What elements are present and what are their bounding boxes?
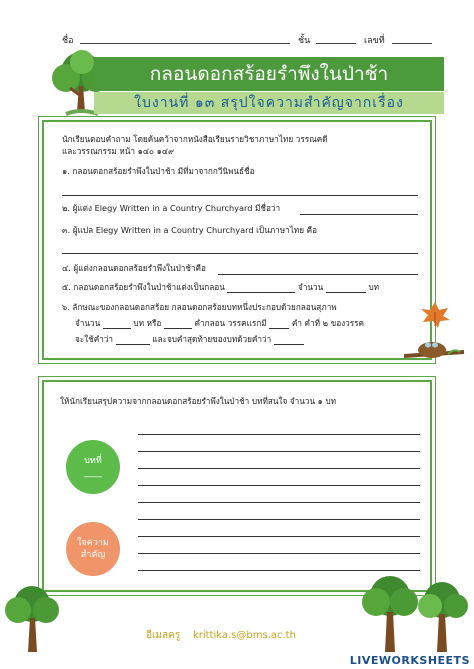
answer-6-d[interactable] [116, 337, 150, 345]
tree-left-icon [2, 582, 64, 654]
question-6-row2 [75, 318, 364, 329]
question-1: ๑. กลอนดอกสร้อยรำพึงในป่าช้า มีที่มาจากกวีนิพนธ์ชื่อ [62, 166, 255, 176]
bird-nest-icon [404, 336, 466, 366]
footer-author: อีเมลครู [146, 630, 181, 641]
q6-or-label: บท หรือ [133, 318, 162, 328]
answer-6-a[interactable] [103, 321, 131, 329]
leaf-icon [418, 300, 452, 330]
q6-first-line-label: คำกลอน วรรคแรกมี [194, 318, 267, 328]
brand-logo: LIVEWORKSHEETS [349, 654, 470, 667]
class-field[interactable] [316, 43, 356, 44]
answer-line-4[interactable] [218, 274, 418, 275]
name-field[interactable] [80, 43, 290, 44]
answer-6-b[interactable] [164, 321, 192, 329]
answer-line-2[interactable] [300, 214, 418, 215]
stanza-circle [66, 440, 120, 494]
summary-line-5[interactable] [138, 502, 420, 503]
q6-use-word-label: จะใช้คำว่า [75, 334, 114, 344]
q6-end-word-label: และจบคำสุดท้ายของบทด้วยคำว่า [152, 334, 272, 344]
summary-line-4[interactable] [138, 485, 420, 486]
summary-instruction: ให้นักเรียนสรุปความจากกลอนดอกสร้อยรำพึงในป่าช้า บทที่สนใจ จำนวน ๑ บท [60, 396, 337, 406]
question-5-count: จำนวน [298, 282, 324, 292]
question-5-text: ๕. กลอนดอกสร้อยรำพึงในป่าช้าแต่งเป็นกลอน [62, 282, 225, 292]
stanza-label: บทที่ [84, 456, 102, 466]
class-label: ชั้น [298, 36, 311, 46]
summary-line-6[interactable] [138, 519, 420, 520]
summary-line-8[interactable] [138, 553, 420, 554]
question-4: ๔. ผู้แต่งกลอนดอกสร้อยรำพึงในป่าช้าคือ [62, 263, 206, 273]
answer-6-c[interactable] [269, 321, 289, 329]
main-idea-circle [66, 522, 120, 576]
answer-line-3[interactable] [62, 253, 418, 254]
summary-line-7[interactable] [138, 536, 420, 537]
page-title: กลอนดอกสร้อยรำพึงในป่าช้า [94, 57, 444, 91]
number-field[interactable] [392, 43, 432, 44]
q6-second-word-label: คำ คำที่ ๒ ของวรรค [291, 318, 364, 328]
summary-line-3[interactable] [138, 468, 420, 469]
answer-6-e[interactable] [274, 337, 304, 345]
answer-line-1[interactable] [62, 195, 418, 196]
question-6: ๖. ลักษณะของกลอนดอกสร้อย กลอนดอกสร้อยบทหนึ่งประกอบด้วยกลอนสุภาพ [62, 302, 337, 312]
main-idea-line-1: ใจความ [77, 538, 109, 548]
main-idea-line-2: สำคัญ [80, 550, 106, 560]
footer-email: krittika.s@bms.ac.th [192, 630, 296, 641]
question-6-row3 [75, 334, 304, 345]
footer-credit [146, 628, 296, 643]
summary-line-1[interactable] [138, 434, 420, 435]
number-label: เลขที่ [364, 36, 385, 46]
stanza-blank[interactable]: ____ [84, 468, 102, 478]
question-2: ๒. ผู้แต่ง Elegy Written in a Country Churchyard มีชื่อว่า [62, 203, 281, 213]
question-3: ๓. ผู้แปล Elegy Written in a Country Churchyard เป็นภาษาไทย คือ [62, 225, 318, 235]
trees-right-icon [356, 570, 474, 654]
page-subtitle: ใบงานที่ ๑๓ สรุปใจความสำคัญจากเรื่อง [94, 92, 444, 114]
answer-5-count[interactable] [326, 285, 366, 293]
intro-line-2: และวรรณกรรม หน้า ๑๔๐ ๑๔๙ [62, 146, 175, 156]
summary-line-2[interactable] [138, 451, 420, 452]
q6-count-label: จำนวน [75, 318, 101, 328]
question-5 [62, 282, 379, 293]
name-label: ชื่อ [62, 36, 74, 46]
intro-line-1: นักเรียนตอบคำถาม โดยค้นคว้าจากหนังสือเรียนรายวิชาภาษาไทย วรรณคดี [62, 134, 328, 144]
answer-5-type[interactable] [227, 285, 295, 293]
question-5-unit: บท [368, 282, 380, 292]
